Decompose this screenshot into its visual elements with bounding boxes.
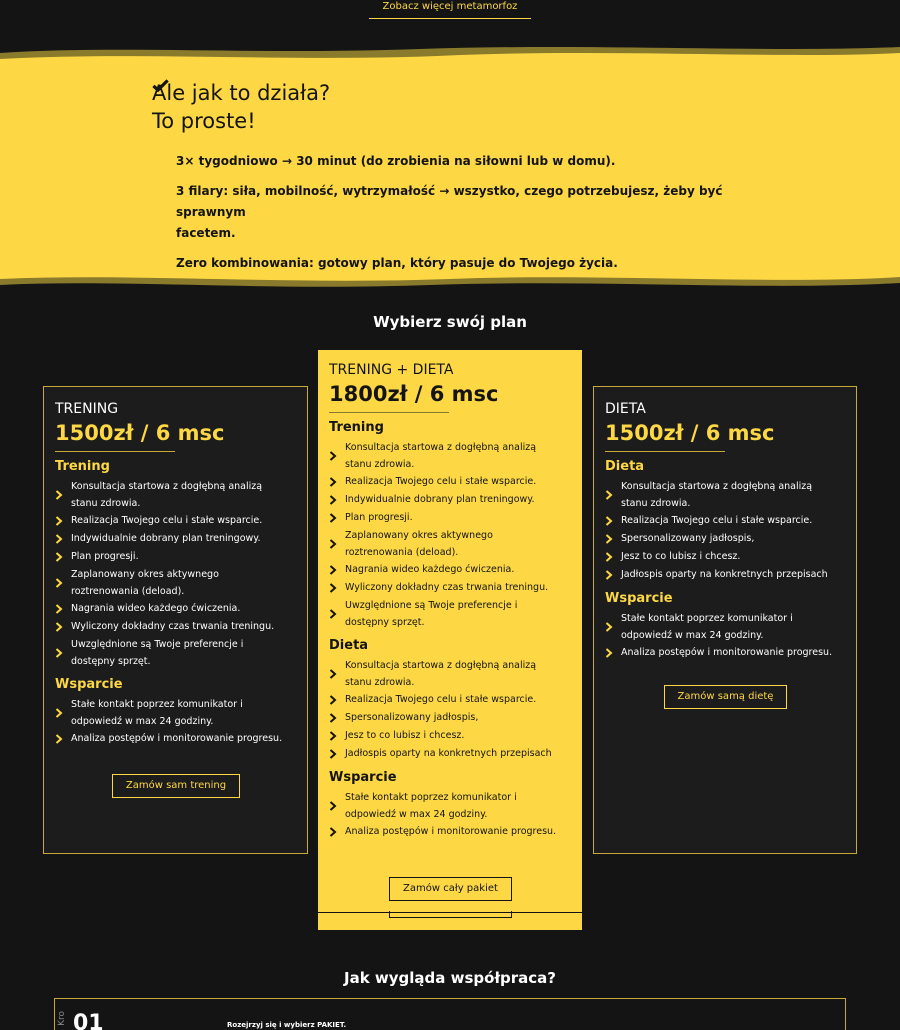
- list-item: Uwzględnione są Twoje preferencje i dostępny sprzęt.: [55, 636, 299, 670]
- how-title-line1: Ale jak to działa?: [152, 81, 331, 105]
- group-heading: Trening: [55, 459, 110, 474]
- group-heading: Dieta: [329, 638, 369, 653]
- feature-list: [329, 657, 574, 763]
- list-item: Jadłospis oparty na konkretnych przepisach: [605, 566, 848, 584]
- list-item: Stałe kontakt poprzez komunikator i odpowiedź w max 24 godziny.: [329, 789, 574, 823]
- list-item: Konsultacja startowa z dogłębną analizą stanu zdrowia.: [605, 478, 848, 512]
- list-item: Realizacja Twojego celu i stałe wsparcie.: [605, 512, 848, 530]
- group-heading: Wsparcie: [55, 677, 123, 692]
- card-bottom-divider: [318, 912, 582, 913]
- check-icon: [152, 155, 170, 169]
- cooperation-section-title: Jak wygląda współpraca?: [344, 969, 556, 987]
- chevron-right-icon: [605, 570, 616, 580]
- chevron-right-icon: [55, 708, 66, 718]
- plan-name: DIETA: [605, 401, 646, 417]
- chevron-right-icon: [55, 534, 66, 544]
- list-item: Zaplanowany okres aktywnego roztrenowania (deload).: [329, 527, 574, 561]
- list-item: Konsultacja startowa z dogłębną analizą stanu zdrowia.: [329, 439, 574, 473]
- group-heading: Wsparcie: [605, 591, 673, 606]
- check-icon: [152, 257, 170, 271]
- group-heading: Trening: [329, 420, 384, 435]
- feature-list: [605, 478, 848, 584]
- feature-list: [605, 610, 848, 662]
- chevron-right-icon: [55, 490, 66, 500]
- chevron-right-icon: [329, 583, 340, 593]
- group-heading: Dieta: [605, 459, 645, 474]
- price-divider: [329, 412, 449, 413]
- plan-card-trening: [43, 386, 308, 854]
- how-point: Zero kombinowania: gotowy plan, który pasuje do Twojego życia.: [152, 253, 752, 274]
- group-heading: Wsparcie: [329, 770, 397, 785]
- chevron-right-icon: [329, 477, 340, 487]
- how-it-works-content: [152, 79, 752, 283]
- how-points-list: [152, 151, 752, 274]
- chevron-right-icon: [605, 622, 616, 632]
- chevron-right-icon: [329, 513, 340, 523]
- plan-price: 1500zł / 6 msc: [55, 421, 225, 445]
- order-training-button[interactable]: Zamów sam trening: [112, 774, 240, 798]
- chevron-right-icon: [605, 490, 616, 500]
- check-icon: [152, 206, 170, 220]
- list-item: Indywidualnie dobrany plan treningowy.: [55, 530, 299, 548]
- list-item: Konsultacja startowa z dogłębną analizą stanu zdrowia.: [55, 478, 299, 512]
- order-full-package-button[interactable]: Zamów cały pakiet: [389, 877, 512, 901]
- list-item: Wyliczony dokładny czas trwania treningu.: [329, 579, 574, 597]
- list-item: Jesz to co lubisz i chcesz.: [605, 548, 848, 566]
- how-it-works-band: [0, 45, 900, 290]
- feature-list: [329, 439, 574, 631]
- plan-price: 1800zł / 6 msc: [329, 382, 499, 406]
- list-item: Nagrania wideo każdego ćwiczenia.: [55, 600, 299, 618]
- how-title-line2: To proste!: [152, 109, 256, 133]
- chevron-right-icon: [329, 713, 340, 723]
- price-divider: [605, 451, 725, 452]
- chevron-right-icon: [329, 669, 340, 679]
- list-item: Analiza postępów i monitorowanie progresu.: [55, 730, 299, 748]
- chevron-right-icon: [605, 552, 616, 562]
- more-metamorphoses-link[interactable]: Zobacz więcej metamorfoz: [369, 0, 531, 19]
- list-item: Konsultacja startowa z dogłębną analizą stanu zdrowia.: [329, 657, 574, 691]
- chevron-right-icon: [605, 516, 616, 526]
- chevron-right-icon: [55, 648, 66, 658]
- feature-list: [329, 789, 574, 841]
- chevron-right-icon: [329, 495, 340, 505]
- chevron-right-icon: [329, 827, 340, 837]
- step-text: Rozejrzyj się i wybierz PAKIET.: [227, 1021, 347, 1029]
- list-item: Realizacja Twojego celu i stałe wsparcie.: [329, 473, 574, 491]
- price-divider: [55, 451, 175, 452]
- feature-list: [55, 696, 299, 748]
- list-item: Wyliczony dokładny czas trwania treningu.: [55, 618, 299, 636]
- chevron-right-icon: [55, 516, 66, 526]
- how-point: 3 filary: siła, mobilność, wytrzymałość → wszystko, czego potrzebujesz, żeby być sprawnym facetem.: [152, 181, 752, 244]
- list-item: Indywidualnie dobrany plan treningowy.: [329, 491, 574, 509]
- chevron-right-icon: [329, 451, 340, 461]
- how-point: 3× tygodniowo → 30 minut (do zrobienia na siłowni lub w domu).: [152, 151, 752, 172]
- chevron-right-icon: [605, 534, 616, 544]
- chevron-right-icon: [329, 695, 340, 705]
- step-side-label: Kro: [57, 1011, 67, 1026]
- list-item: Jadłospis oparty na konkretnych przepisach: [329, 745, 574, 763]
- list-item: Jesz to co lubisz i chcesz.: [329, 727, 574, 745]
- list-item: Stałe kontakt poprzez komunikator i odpowiedź w max 24 godziny.: [605, 610, 848, 644]
- plan-name: TRENING + DIETA: [329, 362, 454, 378]
- chevron-right-icon: [55, 578, 66, 588]
- list-item: Spersonalizowany jadłospis,: [329, 709, 574, 727]
- list-item: Nagrania wideo każdego ćwiczenia.: [329, 561, 574, 579]
- order-diet-button[interactable]: Zamów samą dietę: [664, 685, 787, 709]
- plans-section-title: Wybierz swój plan: [373, 313, 527, 331]
- plan-card-dieta: [593, 386, 857, 854]
- list-item: Analiza postępów i monitorowanie progresu.: [605, 644, 848, 662]
- list-item: Plan progresji.: [329, 509, 574, 527]
- chevron-right-icon: [329, 539, 340, 549]
- list-item: Realizacja Twojego celu i stałe wsparcie.: [55, 512, 299, 530]
- feature-list: [55, 478, 299, 670]
- chevron-right-icon: [55, 604, 66, 614]
- list-item: Plan progresji.: [55, 548, 299, 566]
- cooperation-step-card: [54, 998, 846, 1030]
- chevron-right-icon: [55, 552, 66, 562]
- list-item: Zaplanowany okres aktywnego roztrenowania (deload).: [55, 566, 299, 600]
- list-item: Stałe kontakt poprzez komunikator i odpowiedź w max 24 godziny.: [55, 696, 299, 730]
- plan-name: TRENING: [55, 401, 119, 417]
- chevron-right-icon: [329, 565, 340, 575]
- chevron-right-icon: [55, 734, 66, 744]
- step-number: 01: [73, 1011, 104, 1030]
- chevron-right-icon: [329, 749, 340, 759]
- plan-price: 1500zł / 6 msc: [605, 421, 775, 445]
- list-item: Uwzględnione są Twoje preferencje i dostępny sprzęt.: [329, 597, 574, 631]
- chevron-right-icon: [605, 648, 616, 658]
- list-item: Analiza postępów i monitorowanie progresu.: [329, 823, 574, 841]
- chevron-right-icon: [55, 622, 66, 632]
- chevron-right-icon: [329, 609, 340, 619]
- list-item: Spersonalizowany jadłospis,: [605, 530, 848, 548]
- plan-card-pakiet: [318, 350, 582, 930]
- chevron-right-icon: [329, 801, 340, 811]
- chevron-right-icon: [329, 731, 340, 741]
- list-item: Realizacja Twojego celu i stałe wsparcie.: [329, 691, 574, 709]
